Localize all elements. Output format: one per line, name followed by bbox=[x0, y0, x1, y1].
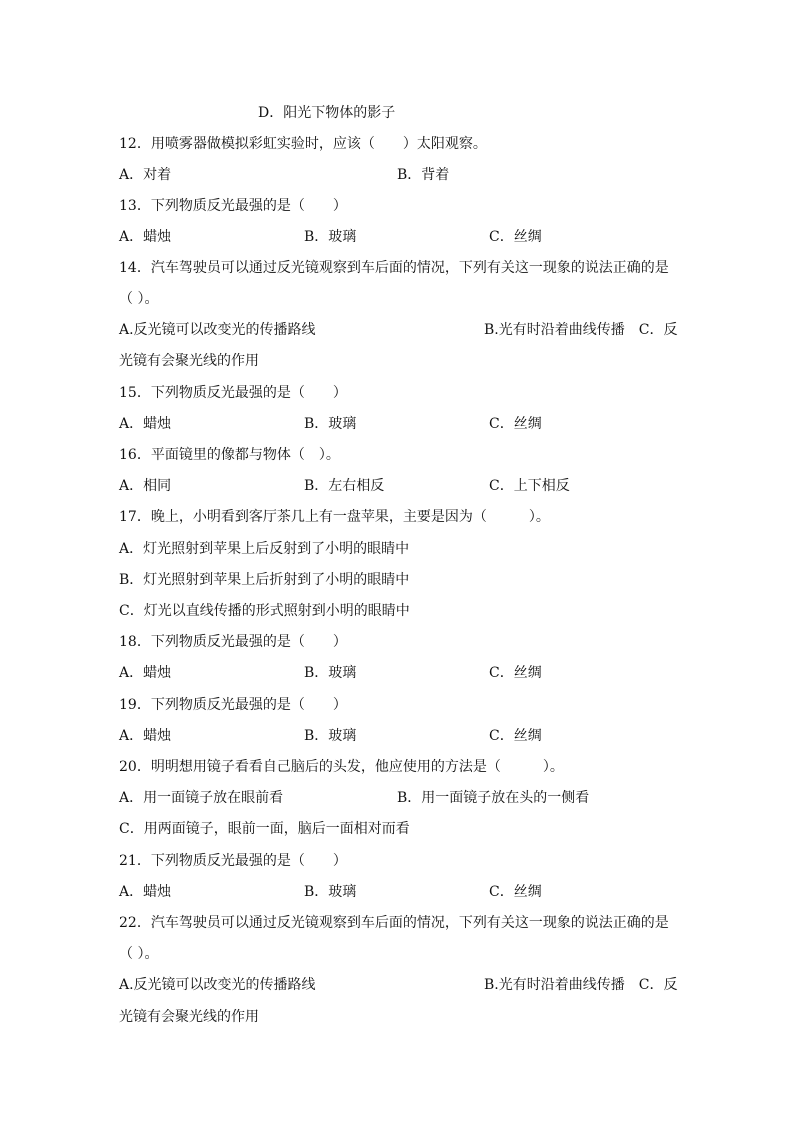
option-b: B．用一面镜子放在头的一侧看 bbox=[397, 790, 590, 806]
option-a: A．蜡烛 bbox=[119, 884, 172, 900]
option-a: A．蜡烛 bbox=[119, 416, 172, 432]
option-c-continued: 光镜有会聚光线的作用 bbox=[119, 1009, 259, 1025]
question-19: 19．下列物质反光最强的是（ ） bbox=[119, 697, 347, 713]
option-a: A.反光镜可以改变光的传播路线 bbox=[119, 322, 316, 338]
option-c-continued: 光镜有会聚光线的作用 bbox=[119, 353, 259, 369]
question-12: 12．用喷雾器做模拟彩虹实验时，应该（ ）太阳观察。 bbox=[119, 136, 487, 152]
option-c: C．丝绸 bbox=[489, 665, 542, 681]
option-a: A.反光镜可以改变光的传播路线 bbox=[119, 977, 316, 993]
question-18: 18．下列物质反光最强的是（ ） bbox=[119, 634, 347, 650]
option-b: B．灯光照射到苹果上后折射到了小明的眼睛中 bbox=[119, 572, 410, 588]
option-c: C．用两面镜子，眼前一面，脑后一面相对而看 bbox=[119, 821, 410, 837]
question-16: 16．平面镜里的像都与物体（ ）。 bbox=[119, 447, 340, 463]
question-15: 15．下列物质反光最强的是（ ） bbox=[119, 385, 347, 401]
question-17: 17．晚上，小明看到客厅茶几上有一盘苹果，主要是因为（ ）。 bbox=[119, 509, 550, 525]
question-20: 20．明明想用镜子看看自己脑后的头发，他应使用的方法是（ ）。 bbox=[119, 759, 564, 775]
option-b: B．左右相反 bbox=[304, 478, 385, 494]
option-a: A．蜡烛 bbox=[119, 229, 172, 245]
question-22: 22．汽车驾驶员可以通过反光镜观察到车后面的情况，下列有关这一现象的说法正确的是 bbox=[119, 915, 669, 931]
option-c: C．灯光以直线传播的形式照射到小明的眼睛中 bbox=[119, 603, 410, 619]
question-14: 14．汽车驾驶员可以通过反光镜观察到车后面的情况，下列有关这一现象的说法正确的是 bbox=[119, 260, 669, 276]
option-a: A．用一面镜子放在眼前看 bbox=[119, 790, 284, 806]
option-b: B．玻璃 bbox=[304, 416, 357, 432]
option-a: A．蜡烛 bbox=[119, 728, 172, 744]
option-c: C．上下相反 bbox=[489, 478, 570, 494]
question-13: 13．下列物质反光最强的是（ ） bbox=[119, 198, 347, 214]
option-b: B．玻璃 bbox=[304, 665, 357, 681]
question-21: 21．下列物质反光最强的是（ ） bbox=[119, 853, 347, 869]
question-22-blank: （ ）。 bbox=[119, 946, 159, 962]
option-a: A．灯光照射到苹果上后反射到了小明的眼睛中 bbox=[119, 541, 410, 557]
option-c: C．丝绸 bbox=[489, 884, 542, 900]
option-b: B．背着 bbox=[397, 167, 450, 183]
question-14-blank: （ ）。 bbox=[119, 291, 159, 307]
option-a: A．相同 bbox=[119, 478, 172, 494]
option-c: C．丝绸 bbox=[489, 416, 542, 432]
option-c: C．丝绸 bbox=[489, 229, 542, 245]
option-b: B．玻璃 bbox=[304, 229, 357, 245]
option-a: A．蜡烛 bbox=[119, 665, 172, 681]
option-b: B．玻璃 bbox=[304, 884, 357, 900]
option-a: A．对着 bbox=[119, 167, 172, 183]
option-b-c: B.光有时沿着曲线传播 C．反 bbox=[484, 322, 678, 338]
option-c: C．丝绸 bbox=[489, 728, 542, 744]
option-line: D．阳光下物体的影子 bbox=[258, 105, 396, 121]
option-b: B．玻璃 bbox=[304, 728, 357, 744]
option-b-c: B.光有时沿着曲线传播 C．反 bbox=[484, 977, 678, 993]
